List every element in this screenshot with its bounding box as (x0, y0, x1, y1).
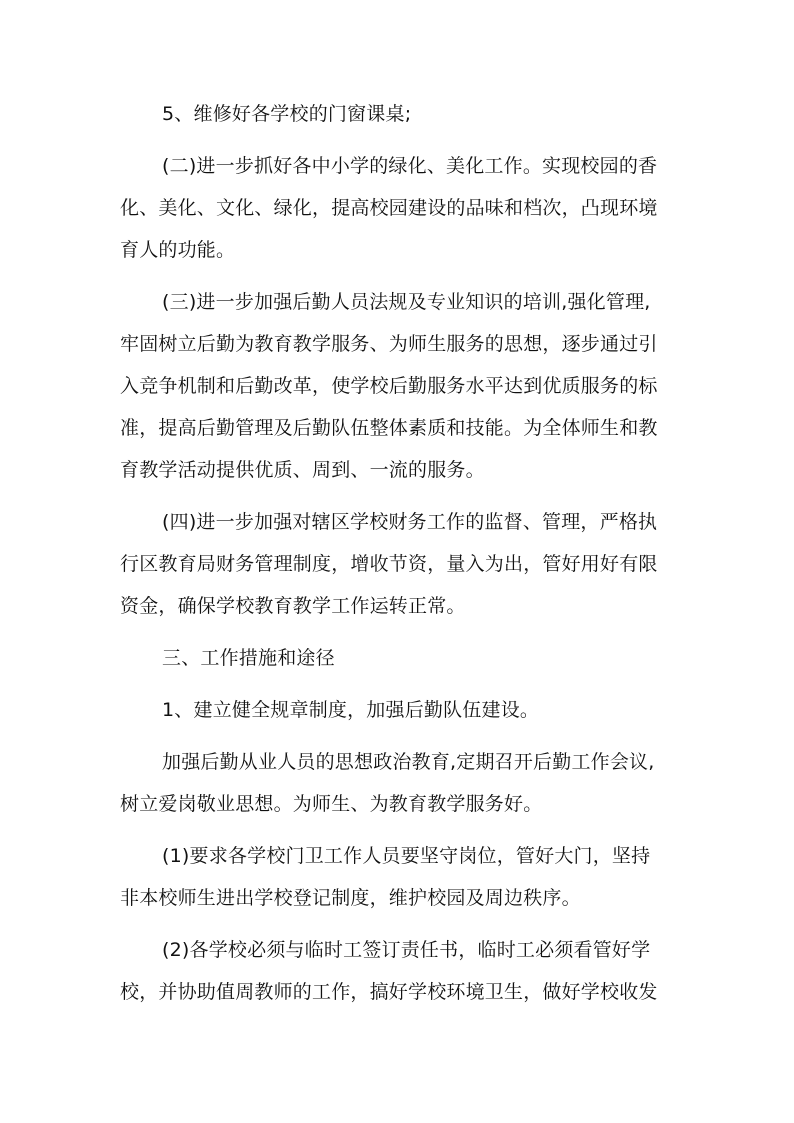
paragraph-line: 育人的功能。 (120, 239, 236, 261)
paragraph-line: (2)各学校必须与临时工签订责任书，临时工必须看管好学 (162, 939, 651, 961)
paragraph-line: 资金，确保学校教育教学工作运转正常。 (120, 595, 466, 617)
paragraph-line: 准，提高后勤管理及后勤队伍整体素质和技能。为全体师生和教 (120, 417, 658, 439)
paragraph-line: (1)要求各学校门卫工作人员要坚守岗位，管好大门，坚持 (162, 845, 651, 867)
paragraph-line: 入竞争机制和后勤改革，使学校后勤服务水平达到优质服务的标 (120, 375, 658, 397)
paragraph-line: (三)进一步加强后勤人员法规及专业知识的培训,强化管理, (162, 291, 651, 313)
paragraph-line: 5、维修好各学校的门窗课桌; (162, 103, 412, 125)
paragraph-line: (四)进一步加强对辖区学校财务工作的监督、管理，严格执 (162, 511, 658, 533)
section-heading: 三、工作措施和途径 (162, 647, 335, 669)
paragraph-line: 校，并协助值周教师的工作，搞好学校环境卫生，做好学校收发 (120, 981, 658, 1003)
paragraph-line: 行区教育局财务管理制度，增收节资，量入为出，管好用好有限 (120, 553, 658, 575)
paragraph-line: 育教学活动提供优质、周到、一流的服务。 (120, 459, 485, 481)
paragraph-line: 牢固树立后勤为教育教学服务、为师生服务的思想，逐步通过引 (120, 333, 658, 355)
paragraph-line: (二)进一步抓好各中小学的绿化、美化工作。实现校园的香 (162, 155, 658, 177)
paragraph-line: 化、美化、文化、绿化，提高校园建设的品味和档次，凸现环境 (120, 197, 658, 219)
paragraph-line: 非本校师生进出学校登记制度，维护校园及周边秩序。 (120, 887, 581, 909)
paragraph-line: 树立爱岗敬业思想。为师生、为教育教学服务好。 (120, 793, 543, 815)
subsection-heading: 1、建立健全规章制度，加强后勤队伍建设。 (162, 699, 540, 721)
paragraph-line: 加强后勤从业人员的思想政治教育,定期召开后勤工作会议, (162, 751, 655, 773)
